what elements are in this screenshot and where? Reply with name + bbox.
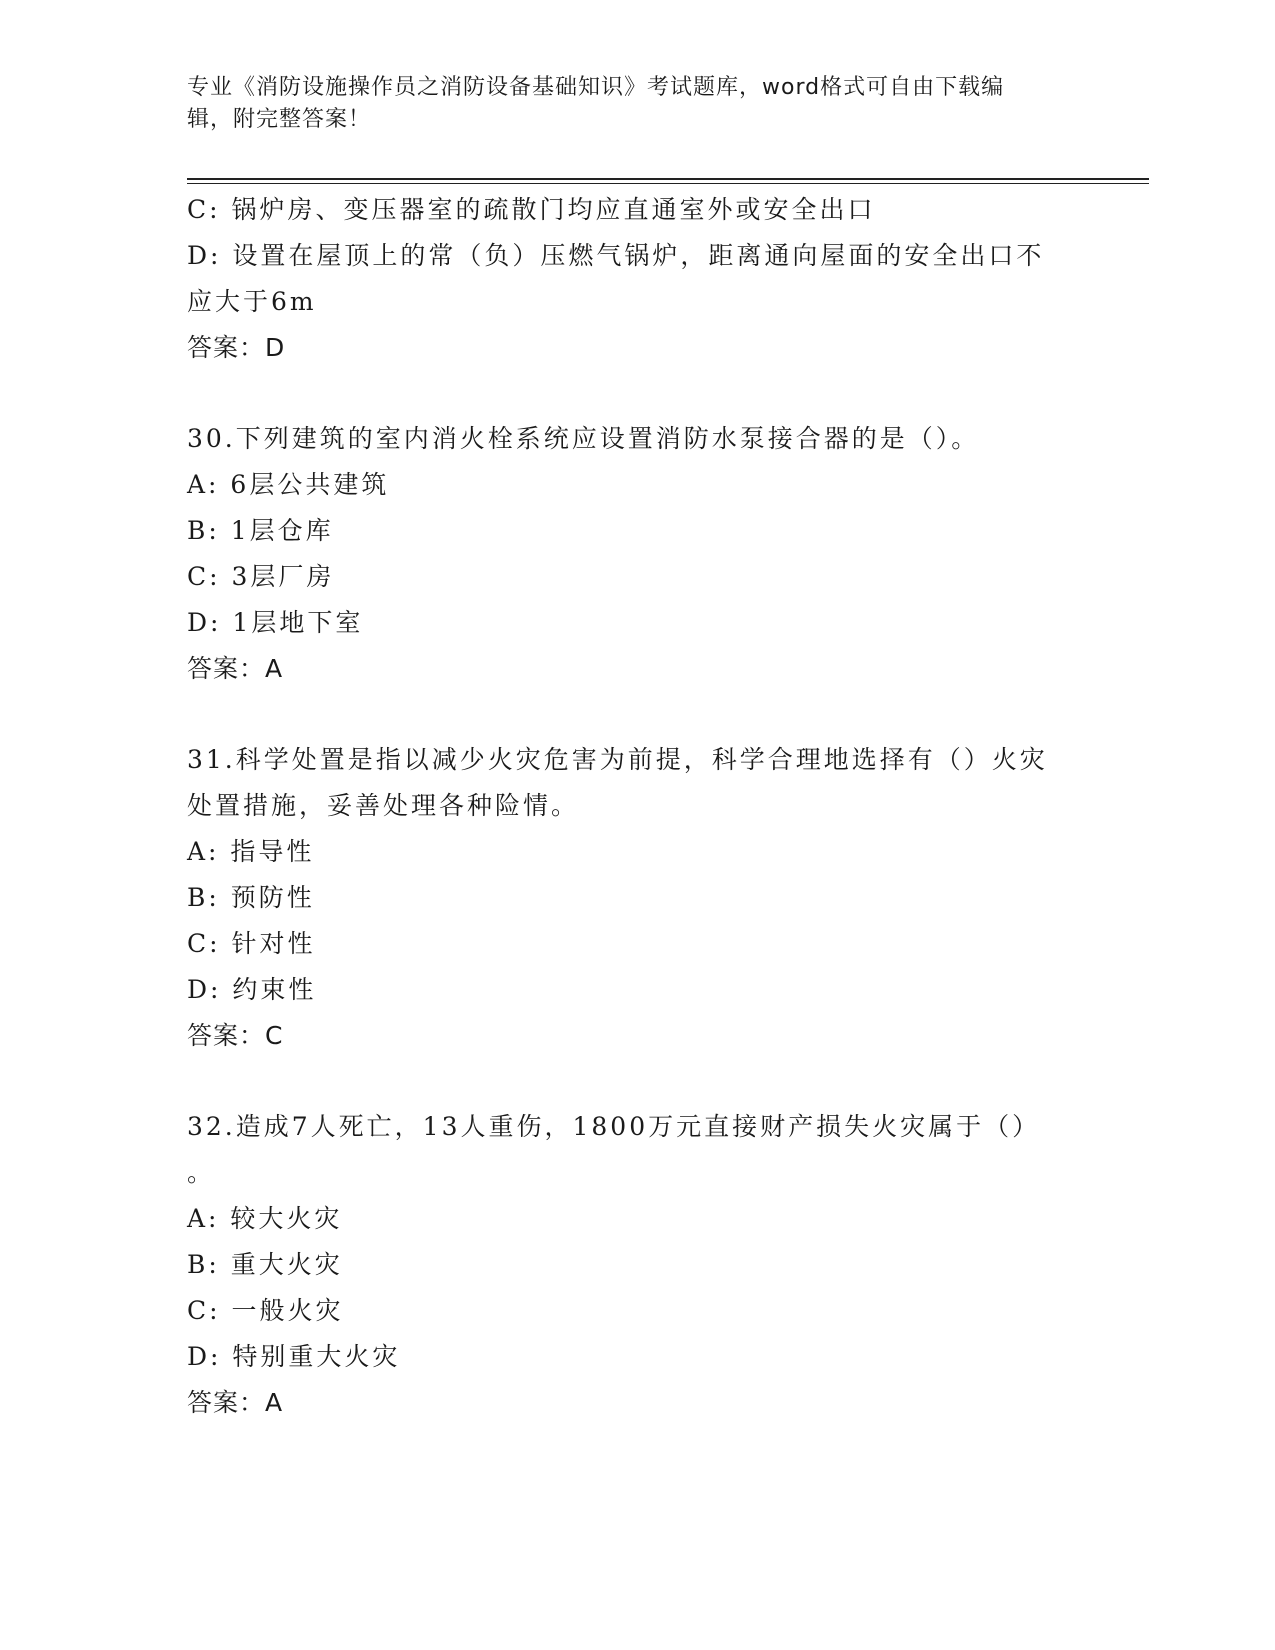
question-block-30 xyxy=(187,416,1077,692)
option-b: B: 预防性 xyxy=(187,883,315,912)
answer: 答案：D xyxy=(187,333,286,362)
answer: 答案：C xyxy=(187,1021,284,1050)
option-c: C: 针对性 xyxy=(187,929,316,958)
spacer xyxy=(187,1059,1077,1104)
option-c: C: 3层厂房 xyxy=(187,562,335,591)
header-line-1: 专业《消防设施操作员之消防设备基础知识》考试题库，word格式可自由下载编 xyxy=(187,75,1005,100)
option-d: D: 设置在屋顶上的常（负）压燃气锅炉，距离通向屋面的安全出口不 xyxy=(187,241,1045,270)
question-text: 30.下列建筑的室内消火栓系统应设置消防水泵接合器的是（）。 xyxy=(187,424,980,453)
question-block-29 xyxy=(187,187,1077,371)
option-b: B: 重大火灾 xyxy=(187,1250,343,1279)
question-text-continued: 。 xyxy=(187,1158,216,1187)
document-header xyxy=(187,72,1067,136)
question-list xyxy=(187,187,1077,1426)
answer: 答案：A xyxy=(187,654,284,683)
header-line-2: 辑，附完整答案！ xyxy=(187,107,372,132)
option-d: D: 约束性 xyxy=(187,975,317,1004)
question-text: 32.造成7人死亡，13人重伤，1800万元直接财产损失火灾属于（） xyxy=(187,1112,1041,1141)
header-divider-thick xyxy=(187,178,1149,180)
option-b: B: 1层仓库 xyxy=(187,516,334,545)
spacer xyxy=(187,371,1077,416)
option-c: C: 一般火灾 xyxy=(187,1296,344,1325)
option-d: D: 特别重大火灾 xyxy=(187,1342,401,1371)
option-a: A: 6层公共建筑 xyxy=(187,470,390,499)
spacer xyxy=(187,692,1077,737)
option-d: D: 1层地下室 xyxy=(187,608,364,637)
option-d-continued: 应大于6m xyxy=(187,287,317,316)
question-text-continued: 处置措施，妥善处理各种险情。 xyxy=(187,791,580,820)
header-divider-thin xyxy=(187,183,1149,184)
option-a: A: 较大火灾 xyxy=(187,1204,343,1233)
answer: 答案：A xyxy=(187,1388,284,1417)
question-block-32 xyxy=(187,1104,1077,1426)
option-a: A: 指导性 xyxy=(187,837,315,866)
question-block-31 xyxy=(187,737,1077,1059)
question-text: 31.科学处置是指以减少火灾危害为前提，科学合理地选择有（）火灾 xyxy=(187,745,1048,774)
option-c: C: 锅炉房、变压器室的疏散门均应直通室外或安全出口 xyxy=(187,195,876,224)
